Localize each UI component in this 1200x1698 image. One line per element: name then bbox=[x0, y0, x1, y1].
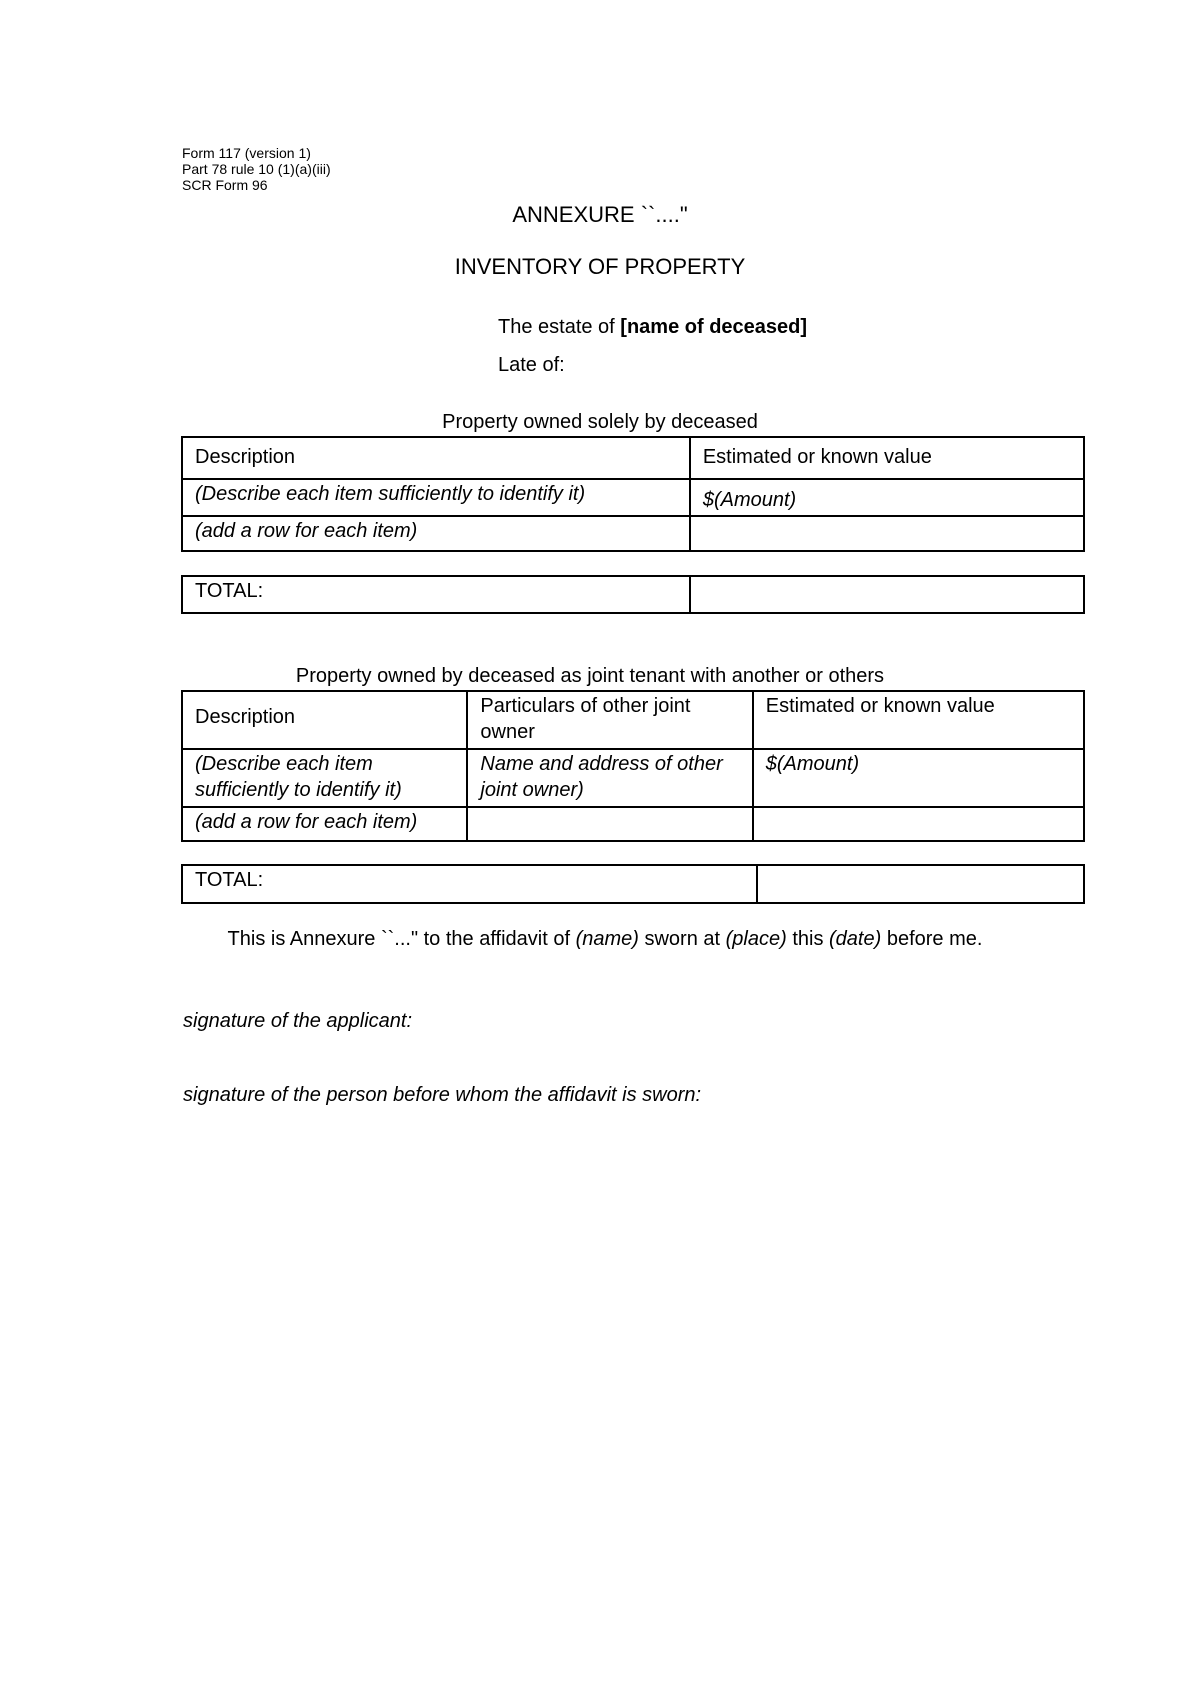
cell-text: $(Amount) bbox=[765, 753, 860, 775]
total-value-field[interactable] bbox=[690, 576, 1084, 613]
joint-property-table bbox=[181, 690, 1085, 842]
cell-joint-owner[interactable] bbox=[467, 749, 752, 807]
table-header-row bbox=[182, 691, 1084, 749]
affidavit-date-placeholder: (date) bbox=[829, 928, 882, 950]
table-row bbox=[182, 516, 1084, 551]
affidavit-text: This is Annexure ``..." to the affidavit of bbox=[227, 928, 576, 950]
affidavit-name-placeholder: (name) bbox=[575, 928, 639, 950]
sole-property-caption: Property owned solely by deceased bbox=[442, 411, 758, 433]
cell-description[interactable] bbox=[182, 479, 690, 516]
affidavit-text: this bbox=[786, 928, 830, 950]
cell-description[interactable] bbox=[182, 749, 467, 807]
affidavit-text: sworn at bbox=[638, 928, 726, 950]
cell-text: (Describe each item sufficiently to identify it) bbox=[195, 483, 586, 505]
cell-description[interactable] bbox=[182, 516, 690, 551]
deceased-name-placeholder: [name of deceased] bbox=[620, 316, 808, 338]
header-value: Estimated or known value bbox=[690, 437, 1084, 479]
table-row bbox=[182, 749, 1084, 807]
cell-text: $(Amount) bbox=[702, 489, 797, 511]
total-label: TOTAL: bbox=[182, 576, 690, 613]
total-row bbox=[182, 576, 1084, 613]
table-row bbox=[182, 479, 1084, 516]
cell-text: (add a row for each item) bbox=[195, 811, 418, 833]
cell-value[interactable] bbox=[753, 749, 1084, 807]
affidavit-text: before me. bbox=[881, 928, 983, 950]
header-description: Description bbox=[182, 691, 467, 749]
total-label: TOTAL: bbox=[182, 865, 757, 903]
joint-property-total-table bbox=[181, 864, 1085, 904]
sole-property-table bbox=[181, 436, 1085, 552]
late-of-line: Late of: bbox=[498, 354, 565, 376]
cell-text: Name and address of other joint owner) bbox=[480, 753, 723, 801]
cell-description[interactable] bbox=[182, 807, 467, 841]
annexure-title: ANNEXURE ``...." bbox=[512, 202, 688, 227]
cell-value[interactable] bbox=[753, 807, 1084, 841]
table-row bbox=[182, 807, 1084, 841]
form-number: Form 117 (version 1) bbox=[182, 145, 311, 161]
total-row bbox=[182, 865, 1084, 903]
applicant-signature-label: signature of the applicant: bbox=[183, 1010, 413, 1032]
cell-text: (add a row for each item) bbox=[195, 520, 418, 542]
form-meta bbox=[182, 145, 331, 193]
table-header-row bbox=[182, 437, 1084, 479]
form-rule: Part 78 rule 10 (1)(a)(iii) bbox=[182, 161, 331, 177]
header-description: Description bbox=[182, 437, 690, 479]
sole-property-total-table bbox=[181, 575, 1085, 614]
cell-text: (Describe each item sufficiently to identify it) bbox=[195, 753, 402, 801]
cell-joint-owner[interactable] bbox=[467, 807, 752, 841]
witness-signature-label: signature of the person before whom the affidavit is sworn: bbox=[183, 1084, 702, 1106]
cell-value[interactable] bbox=[690, 479, 1084, 516]
joint-property-caption: Property owned by deceased as joint tenant with another or others bbox=[295, 665, 885, 687]
header-joint-owner: Particulars of other joint owner bbox=[467, 691, 752, 749]
affidavit-place-placeholder: (place) bbox=[725, 928, 787, 950]
header-value: Estimated or known value bbox=[753, 691, 1084, 749]
scr-form-number: SCR Form 96 bbox=[182, 177, 268, 193]
inventory-title: INVENTORY OF PROPERTY bbox=[454, 254, 746, 279]
estate-of-line bbox=[498, 316, 807, 339]
cell-value[interactable] bbox=[690, 516, 1084, 551]
affidavit-statement bbox=[190, 927, 1020, 952]
total-value-field[interactable] bbox=[757, 865, 1084, 903]
estate-prefix: The estate of bbox=[498, 316, 621, 338]
